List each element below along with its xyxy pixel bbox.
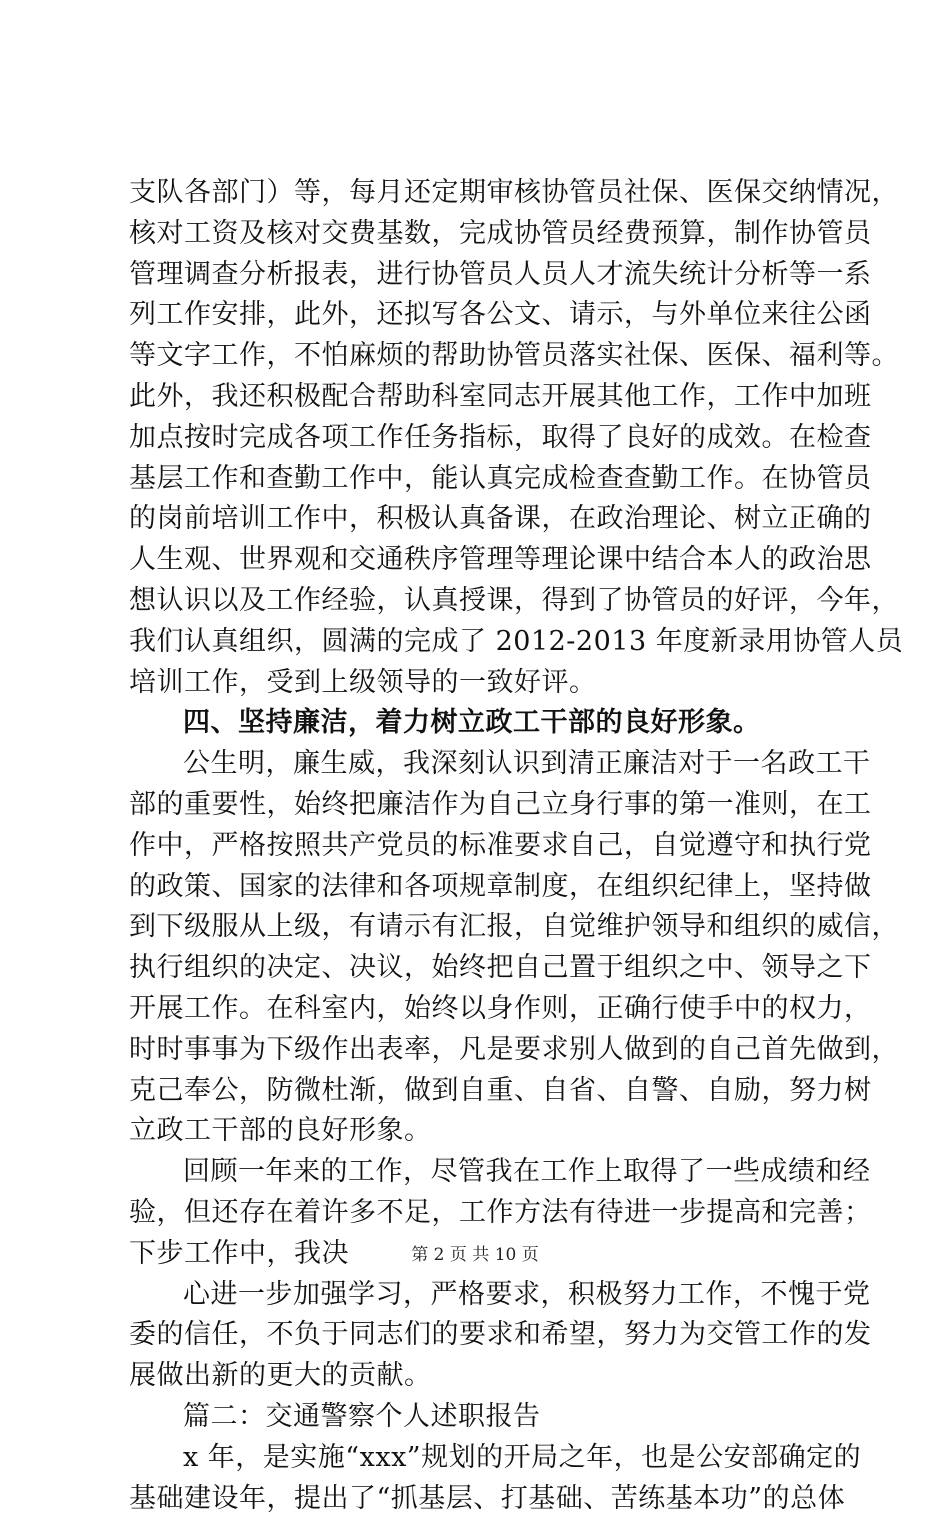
text-line: x 年，是实施“xxx”规划的开局之年，也是公安部确定的 [129, 1438, 849, 1479]
text-line: 此外，我还积极配合帮助科室同志开展其他工作，工作中加班 [129, 377, 849, 418]
text-line: 时时事事为下级作出表率，凡是要求别人做到的自己首先做到， [129, 1030, 849, 1071]
text-line: 等文字工作，不怕麻烦的帮助协管员落实社保、医保、福利等。 [129, 336, 849, 377]
text-line: 列工作安排，此外，还拟写各公文、请示，与外单位来往公函 [129, 295, 849, 336]
text-line: 基层工作和查勤工作中，能认真完成检查查勤工作。在协管员 [129, 459, 849, 500]
document-body [129, 173, 849, 1519]
text-line: 验，但还存在着许多不足，工作方法有待进一步提高和完善； [129, 1193, 849, 1234]
text-line: 篇二：交通警察个人述职报告 [129, 1397, 849, 1438]
text-line: 培训工作，受到上级领导的一致好评。 [129, 663, 849, 704]
text-line: 我们认真组织，圆满的完成了 2012-2013 年度新录用协管人员 [129, 622, 849, 663]
text-line: 的政策、国家的法律和各项规章制度，在组织纪律上，坚持做 [129, 867, 849, 908]
section-heading: 四、坚持廉洁，着力树立政工干部的良好形象。 [129, 703, 849, 744]
text-line: 支队各部门）等，每月还定期审核协管员社保、医保交纳情况， [129, 173, 849, 214]
text-line: 执行组织的决定、决议，始终把自己置于组织之中、领导之下 [129, 948, 849, 989]
text-line: 心进一步加强学习，严格要求，积极努力工作，不愧于党 [129, 1275, 849, 1316]
text-line: 展做出新的更大的贡献。 [129, 1356, 849, 1397]
text-line: 下步工作中，我决 [129, 1234, 849, 1275]
text-line: 公生明，廉生威，我深刻认识到清正廉洁对于一名政工干 [129, 744, 849, 785]
text-line: 委的信任，不负于同志们的要求和希望，努力为交管工作的发 [129, 1315, 849, 1356]
text-line: 加点按时完成各项工作任务指标，取得了良好的成效。在检查 [129, 418, 849, 459]
text-line: 作中，严格按照共产党员的标准要求自己，自觉遵守和执行党 [129, 826, 849, 867]
text-line: 开展工作。在科室内，始终以身作则，正确行使手中的权力， [129, 989, 849, 1030]
text-line: 基础建设年，提出了“抓基层、打基础、苦练基本功”的总体 [129, 1479, 849, 1519]
page-footer: 第 2 页 共 10 页 [0, 1243, 950, 1267]
text-line: 人生观、世界观和交通秩序管理等理论课中结合本人的政治思 [129, 540, 849, 581]
text-line: 核对工资及核对交费基数，完成协管员经费预算，制作协管员 [129, 214, 849, 255]
text-line: 的岗前培训工作中，积极认真备课，在政治理论、树立正确的 [129, 499, 849, 540]
text-line: 回顾一年来的工作，尽管我在工作上取得了一些成绩和经 [129, 1152, 849, 1193]
text-line: 部的重要性，始终把廉洁作为自己立身行事的第一准则，在工 [129, 785, 849, 826]
text-line: 克己奉公，防微杜渐，做到自重、自省、自警、自励，努力树 [129, 1071, 849, 1112]
text-line: 到下级服从上级，有请示有汇报，自觉维护领导和组织的威信， [129, 907, 849, 948]
text-line: 想认识以及工作经验，认真授课，得到了协管员的好评，今年， [129, 581, 849, 622]
text-line: 立政工干部的良好形象。 [129, 1111, 849, 1152]
text-line: 管理调查分析报表，进行协管员人员人才流失统计分析等一系 [129, 255, 849, 296]
